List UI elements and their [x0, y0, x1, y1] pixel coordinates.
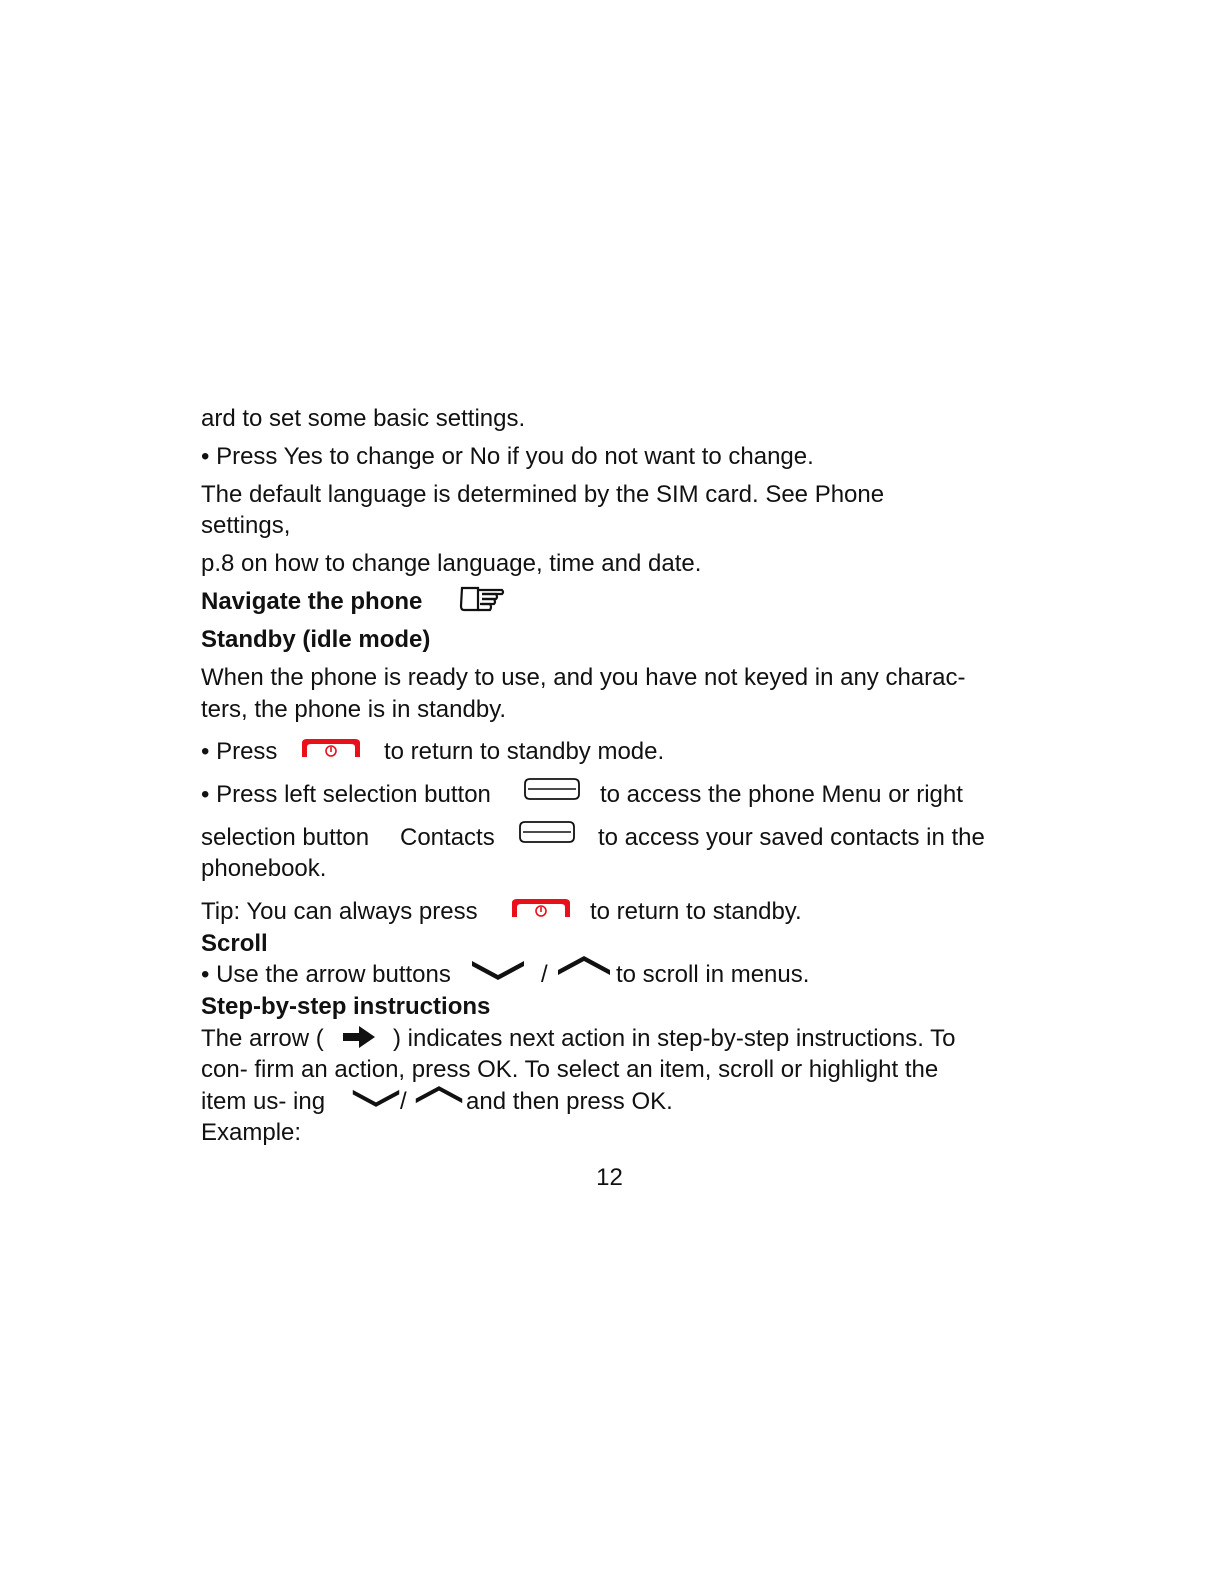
heading-steps: Step-by-step instructions: [201, 993, 491, 1020]
scroll-bullet-pre: • Use the arrow buttons: [201, 961, 451, 988]
standby-bullet-2-post: to access the phone Menu or right: [600, 781, 963, 808]
arrow-down-icon: [470, 957, 526, 981]
standby-bullet-1-pre: • Press: [201, 738, 278, 765]
contacts-label: Contacts: [400, 824, 495, 851]
tip-post: to return to standby.: [590, 898, 802, 925]
standby-bullet-2b-pre: selection button: [201, 824, 370, 851]
steps-line-3-pre: item us- ing: [201, 1088, 326, 1115]
standby-bullet-2c: phonebook.: [201, 855, 327, 882]
steps-line-1-pre: The arrow (: [201, 1025, 324, 1052]
end-call-key-icon: [299, 737, 363, 761]
arrow-up-icon: [556, 955, 612, 979]
steps-line-3-post: and then press OK.: [466, 1088, 673, 1115]
steps-line-2: con- firm an action, press OK. To select an item, scroll or highlight the: [201, 1056, 939, 1083]
arrow-up-icon: [414, 1084, 464, 1108]
selection-key-icon: [517, 819, 577, 845]
scroll-slash: /: [541, 961, 548, 988]
standby-para-a: When the phone is ready to use, and you have not keyed in any charac-: [201, 664, 966, 691]
scroll-bullet-post: to scroll in menus.: [616, 961, 810, 988]
right-arrow-icon: [341, 1024, 377, 1050]
tip-pre: Tip: You can always press: [201, 898, 478, 925]
page-number: 12: [596, 1164, 623, 1191]
hand-pointer-icon: [458, 584, 506, 614]
heading-navigate: Navigate the phone: [201, 588, 423, 615]
selection-key-icon: [522, 776, 582, 802]
intro-line-4: p.8 on how to change language, time and date.: [201, 550, 702, 577]
standby-bullet-1-post: to return to standby mode.: [384, 738, 665, 765]
heading-scroll: Scroll: [201, 930, 268, 957]
standby-bullet-2b-post: to access your saved contacts in the: [598, 824, 985, 851]
intro-line-1: ard to set some basic settings.: [201, 405, 526, 432]
standby-para-b: ters, the phone is in standby.: [201, 696, 507, 723]
intro-line-3b: settings,: [201, 512, 291, 539]
intro-bullet-yes-no: • Press Yes to change or No if you do not want to change.: [201, 443, 814, 470]
steps-line-4: Example:: [201, 1119, 302, 1146]
arrow-down-icon: [351, 1085, 401, 1109]
steps-line-1-post: ) indicates next action in step-by-step instructions. To: [393, 1025, 956, 1052]
heading-standby: Standby (idle mode): [201, 626, 431, 653]
end-call-key-icon: [509, 897, 573, 921]
standby-bullet-2-pre: • Press left selection button: [201, 781, 491, 808]
intro-line-3a: The default language is determined by the SIM card. See Phone: [201, 481, 885, 508]
steps-slash: /: [400, 1088, 407, 1115]
